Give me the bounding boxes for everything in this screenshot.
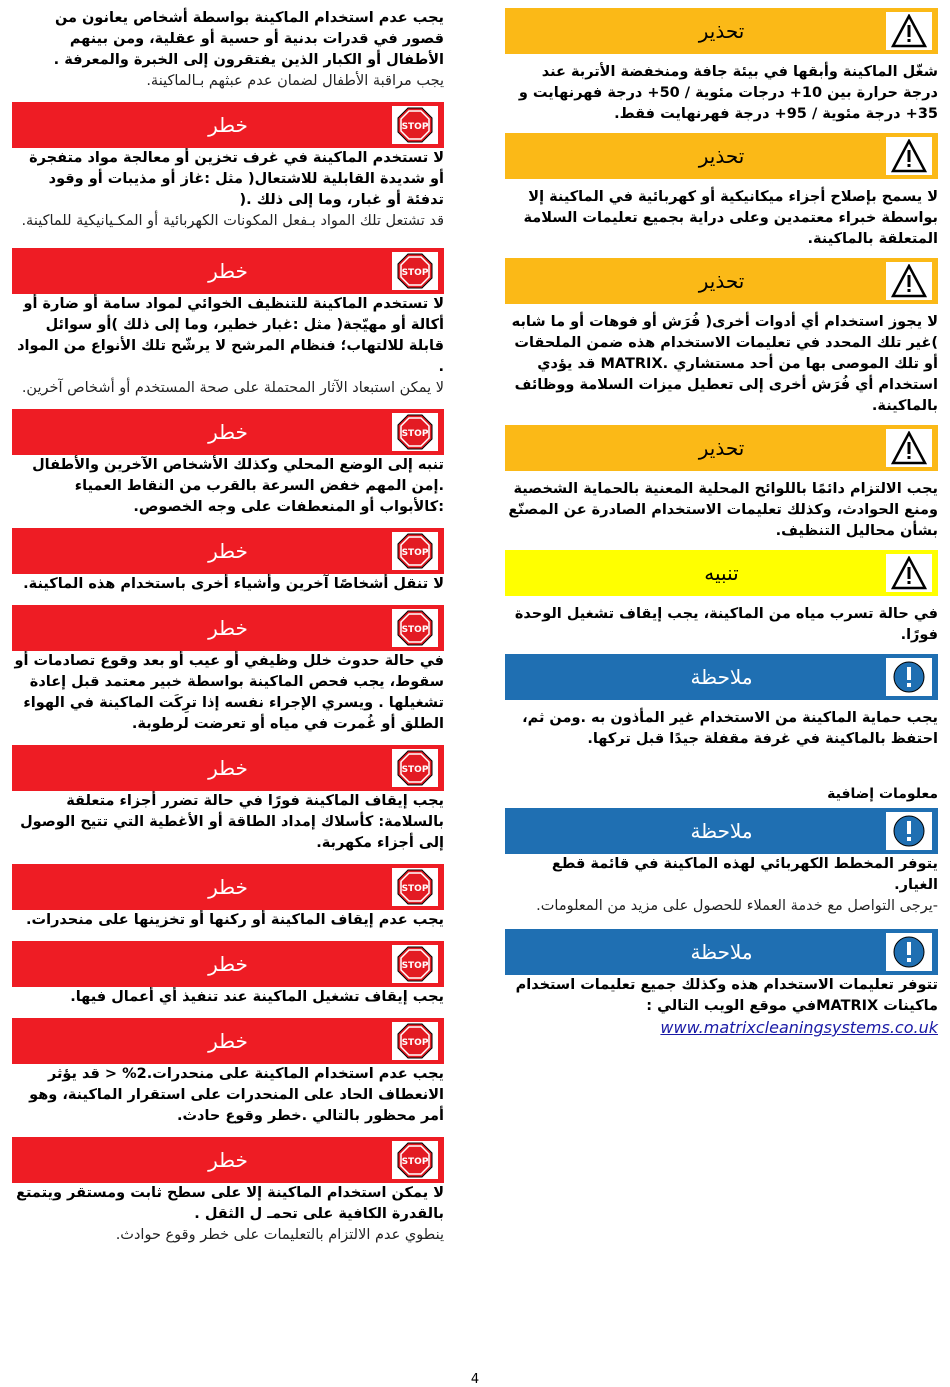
banner-title: ملاحظة: [690, 940, 753, 964]
banner-title: خطر: [208, 875, 248, 899]
spacer: [505, 179, 938, 187]
spacer: [12, 735, 444, 745]
banner-red: [12, 1018, 444, 1064]
stop-sign-icon-box: [392, 1141, 438, 1179]
banner-title: خطر: [208, 259, 248, 283]
warning-text: شغّل الماكينة وأبقها في بيئة جافة ومنخفضة الأتربة عند درجة حرارة بين 10+ درجات مئوية / 50+ درجة فهرنهايت و 35+ درجة مئوية / 95+ درجة فهرنهايت فقط.: [518, 64, 938, 122]
stop-sign-icon-box: [392, 252, 438, 290]
banner-title: خطر: [208, 616, 248, 640]
banner-title: خطر: [208, 1148, 248, 1172]
banner-red: [12, 248, 444, 294]
spacer: [505, 471, 938, 479]
spacer: [12, 399, 444, 409]
banner-red: [12, 745, 444, 791]
svg-text:STOP: STOP: [401, 625, 429, 635]
spacer: [505, 54, 938, 62]
warning-sections: [505, 8, 938, 758]
spacer: [505, 596, 938, 604]
spacer: [505, 750, 938, 758]
note-section: [505, 808, 938, 929]
warning-triangle-icon: [886, 430, 932, 466]
info-exclamation-icon: [886, 813, 932, 849]
stop-sign-icon-box: [392, 609, 438, 647]
danger-section: [12, 941, 444, 1018]
banner-title: تحذير: [698, 436, 745, 460]
note-text: تتوفر تعليمات الاستخدام هذه وكذلك جميع تعليمات استخدام ماكينات MATRIXفي موقع الويب التالي :: [515, 977, 938, 1014]
spacer: [12, 1246, 444, 1256]
warning-triangle-icon-box: [886, 12, 932, 50]
stop-sign-icon-box: [392, 413, 438, 451]
spacer: [12, 1008, 444, 1018]
warning-triangle-icon-box: [886, 137, 932, 175]
warning-section: [505, 258, 938, 425]
info-exclamation-icon: [886, 934, 932, 970]
info-exclamation-icon-box: [886, 933, 932, 971]
stop-sign-icon: [392, 533, 438, 569]
right-column: [505, 8, 938, 1050]
stop-sign-icon-box: [392, 749, 438, 787]
warning-section: [505, 8, 938, 133]
banner-title: تحذير: [698, 19, 745, 43]
banner-red: [12, 1137, 444, 1183]
spacer: [12, 518, 444, 528]
svg-text:STOP: STOP: [401, 1038, 429, 1048]
website-link[interactable]: www.matrixcleaningsystems.co.uk: [660, 1018, 938, 1037]
svg-text:STOP: STOP: [401, 765, 429, 775]
stop-sign-icon: [392, 414, 438, 450]
info-exclamation-icon-box: [886, 658, 932, 696]
spacer: [505, 125, 938, 133]
danger-note: لا يمكن استبعاد الآثار المحتملة على صحة المستخدم أو أشخاص آخرين.: [21, 380, 444, 396]
stop-sign-icon-box: [392, 1022, 438, 1060]
banner-title: تحذير: [698, 144, 745, 168]
spacer: [505, 1038, 938, 1050]
stop-sign-icon-box: [392, 532, 438, 570]
banner-red: [12, 605, 444, 651]
page-number: 4: [470, 1372, 480, 1387]
danger-sections: [12, 102, 444, 1256]
banner-title: تحذير: [698, 269, 745, 293]
banner-title: خطر: [208, 1029, 248, 1053]
caution-section: [505, 550, 938, 654]
banner-orange: [505, 425, 938, 471]
danger-section: [12, 102, 444, 248]
danger-text: يجب عدم إيقاف الماكينة أو ركنها أو تخزينها على منحدرات.: [26, 912, 444, 928]
stop-sign-icon: [392, 1023, 438, 1059]
info-exclamation-icon: [886, 659, 932, 695]
danger-text: لا تستخدم الماكينة للتنظيف الخوائي لمواد سامة أو ضارة أو أكالة أو مهيّجة( مثل :غبار خطير، وما إلى ذلك )أو سوائل قابلة للالتهاب؛ فنظام المرشح لا يرشّح تلك الأنواع من المواد .: [17, 296, 444, 375]
spacer: [12, 232, 444, 248]
warning-section: [505, 133, 938, 258]
extra-info-label: معلومات إضافية: [827, 786, 938, 802]
danger-text: لا تستخدم الماكينة في غرف تخزين أو معالجة مواد متفجرة أو شديدة القابلية للاشتعال( مثل :غاز أو مذيبات أو وقود تدفئة أو غبار، وما إلى ذلك .(: [29, 150, 444, 208]
stop-sign-icon: [392, 750, 438, 786]
warning-triangle-icon: [886, 138, 932, 174]
danger-text: يجب إيقاف الماكينة فورًا في حالة تضرر أجزاء متعلقة بالسلامة: كأسلاك إمداد الطاقة أو الأغطية التي تتيح الوصول إلى أجزاء مكهربة.: [20, 793, 444, 851]
danger-section: [12, 1137, 444, 1256]
banner-title: خطر: [208, 113, 248, 137]
warning-section: [505, 425, 938, 550]
banner-red: [12, 528, 444, 574]
svg-text:STOP: STOP: [401, 961, 429, 971]
danger-note: ينطوي عدم الالتزام بالتعليمات على خطر وقوع حوادث.: [115, 1227, 444, 1243]
stop-sign-icon: [392, 610, 438, 646]
warning-text: لا يجوز استخدام أي أدوات أخرى( فُرَش أو فوهات أو ما شابه )غير تلك المحدد في تعليمات الاستخدام هذه ضمن الملحقات أو تلك الموصى بها من أحد مستشاري .MATRIX قد يؤدي استخدام أي فُرَش أخرى إلى تعطيل ميزات السلامة ووظائف بالماكينة.: [511, 314, 938, 414]
svg-text:STOP: STOP: [401, 1157, 429, 1167]
stop-sign-icon: [392, 946, 438, 982]
stop-sign-icon-box: [392, 945, 438, 983]
spacer: [12, 1127, 444, 1137]
banner-title: خطر: [208, 756, 248, 780]
stop-sign-icon: [392, 107, 438, 143]
banner-blue: [505, 654, 938, 700]
warning-triangle-icon-box: [886, 262, 932, 300]
caution-text: في حالة تسرب مياه من الماكينة، يجب إيقاف تشغيل الوحدة فورًا.: [514, 606, 938, 643]
warning-text: يجب الالتزام دائمًا باللوائح المحلية المعنية بالحماية الشخصية ومنع الحوادث، وكذلك تعليمات الاستخدام الصادرة عن المصنّع بشأن محاليل التنظيف.: [508, 481, 938, 539]
danger-text: يجب عدم استخدام الماكينة على منحدرات.2% < قد يؤثر الانعطاف الحاد على المنحدرات على استقرار الماكينة، وهو أمر محظور بالتالي .خطر وقوع حادث.: [29, 1066, 444, 1124]
danger-text: يجب إيقاف تشغيل الماكينة عند تنفيذ أي أعمال فيها.: [70, 989, 444, 1005]
svg-text:STOP: STOP: [401, 548, 429, 558]
stop-sign-icon: [392, 1142, 438, 1178]
banner-red: [12, 864, 444, 910]
danger-text: في حالة حدوث خلل وظيفي أو عيب أو بعد وقوع تصادمات أو سقوط، يجب فحص الماكينة بواسطة خبير معتمد قبل إعادة تشغيلها . ويسري الإجراء نفسه إذا ترِكَت الماكينة في الهواء الطلق أو غُمرت في مياه أو تعرضت لرطوبة.: [14, 653, 444, 732]
warning-triangle-icon: [886, 13, 932, 49]
banner-title: خطر: [208, 539, 248, 563]
warning-triangle-icon: [886, 555, 932, 591]
warning-text: لا يسمح بإصلاح أجزاء ميكانيكية أو كهربائية في الماكينة إلا بواسطة خبراء معتمدين وعلى دراية بجميع تعليمات السلامة المتعلقة بالماكينة.: [523, 189, 938, 247]
spacer: [505, 250, 938, 258]
warning-triangle-icon-box: [886, 429, 932, 467]
banner-title: ملاحظة: [690, 665, 753, 689]
svg-text:STOP: STOP: [401, 884, 429, 894]
note-section: [505, 654, 938, 758]
banner-title: ملاحظة: [690, 819, 753, 843]
warning-triangle-icon-box: [886, 554, 932, 592]
danger-note: قد تشتعل تلك المواد بـفعل المكونات الكهربائية أو المكـيانيكية للماكينة.: [21, 213, 444, 229]
banner-title: خطر: [208, 952, 248, 976]
danger-section: [12, 409, 444, 528]
note-text: يجب حماية الماكينة من الاستخدام غير المأذون به .ومن ثم، احتفظ بالماكينة في غرفة مقفلة جيدًا قبل تركها.: [522, 710, 938, 747]
banner-red: [12, 409, 444, 455]
banner-red: [12, 102, 444, 148]
warning-triangle-icon: [886, 263, 932, 299]
stop-sign-icon-box: [392, 106, 438, 144]
stop-sign-icon-box: [392, 868, 438, 906]
spacer: [505, 917, 938, 929]
danger-text: لا تنقل أشخاصًا آخرين وأشياء أخرى باستخدام هذه الماكينة.: [23, 576, 444, 592]
note-detail: -يرجى التواصل مع خدمة العملاء للحصول على مزيد من المعلومات.: [536, 898, 938, 914]
note-section: [505, 929, 938, 1050]
banner-title: خطر: [208, 420, 248, 444]
spacer: [505, 700, 938, 708]
danger-section: [12, 528, 444, 605]
banner-blue: [505, 808, 938, 854]
danger-text: تنبه إلى الوضع المحلي وكذلك الأشخاص الآخرين والأطفال .إمن المهم خفض السرعة بالقرب من النقاط العمياء :كالأبواب أو المنعطفات على وجه الخصوص.: [32, 457, 444, 515]
intro-normal: يجب مراقبة الأطفال لضمان عدم عبثهم بـالماكينة.: [146, 73, 444, 89]
spacer: [505, 304, 938, 312]
intro-bold: يجب عدم استخدام الماكينة بواسطة أشخاص يعانون من قصور في قدرات بدنية أو حسية أو عقلية، ومن بينهم الأطفال أو الكبار الذين يفتقرون إلى الخبرة والمعرفة .: [53, 10, 444, 68]
stop-sign-icon: [392, 253, 438, 289]
svg-text:STOP: STOP: [401, 268, 429, 278]
info-exclamation-icon-box: [886, 812, 932, 850]
banner-yellow: [505, 550, 938, 596]
danger-text: لا يمكن استخدام الماكينة إلا على سطح ثابت ومستقر ويتمتع بالقدرة الكافية على تحمـ ل الثقل .: [16, 1185, 444, 1222]
banner-title: تنبيه: [704, 561, 739, 585]
banner-orange: [505, 133, 938, 179]
danger-section: [12, 864, 444, 941]
left-column: [12, 8, 444, 1256]
banner-orange: [505, 8, 938, 54]
stop-sign-icon: [392, 869, 438, 905]
banner-orange: [505, 258, 938, 304]
svg-text:STOP: STOP: [401, 122, 429, 132]
banner-red: [12, 941, 444, 987]
spacer: [505, 542, 938, 550]
danger-section: [12, 605, 444, 745]
spacer: [12, 854, 444, 864]
note-sections: [505, 808, 938, 1050]
spacer: [12, 931, 444, 941]
note-text: يتوفر المخطط الكهربائي لهذه الماكينة في قائمة قطع الغيار.: [551, 856, 938, 893]
danger-section: [12, 248, 444, 409]
banner-blue: [505, 929, 938, 975]
spacer: [12, 595, 444, 605]
danger-section: [12, 1018, 444, 1137]
svg-text:STOP: STOP: [401, 429, 429, 439]
danger-section: [12, 745, 444, 864]
spacer: [505, 646, 938, 654]
spacer: [505, 417, 938, 425]
